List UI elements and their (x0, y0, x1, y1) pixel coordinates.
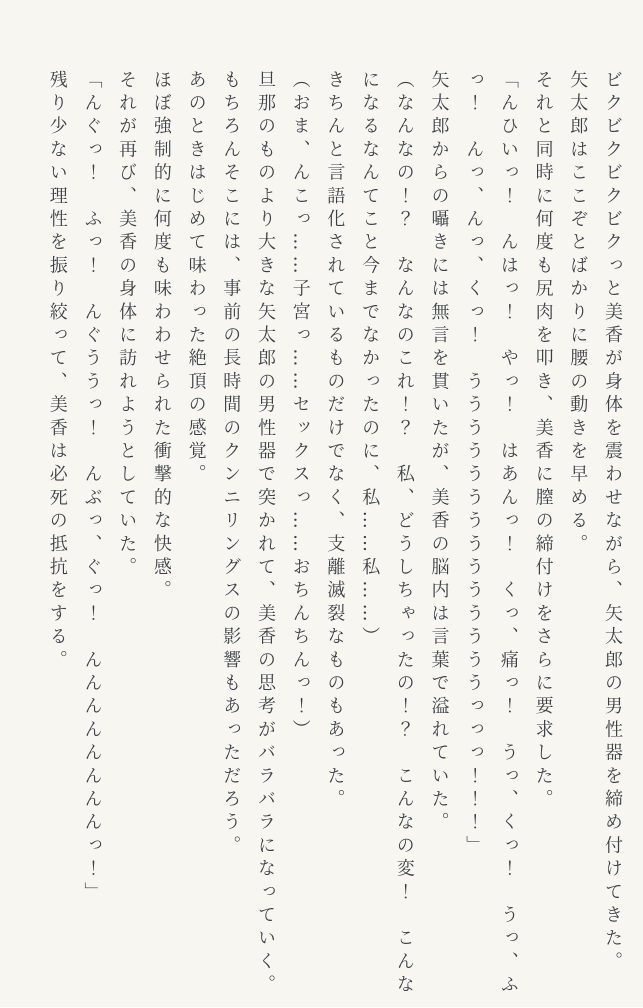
text-column: になるなんてこと今までなかったのに、私……私……） (359, 70, 381, 650)
paragraph (213, 70, 248, 1008)
paragraph (560, 70, 595, 1008)
paragraph (143, 70, 178, 1008)
text-column: 矢太郎からの囁きには無言を貫いたが、美香の脳内は言葉で溢れていた。 (428, 70, 450, 836)
text-column: それが再び、美香の身体に訪れようとしていた。 (116, 70, 138, 581)
paragraph (178, 70, 213, 1008)
paragraph (74, 70, 109, 1008)
paragraph (455, 70, 524, 1008)
text-column: っ！ んっ、んっ、くっ！ ううううううううううううううっっっ！！！」 (463, 70, 485, 859)
text-column: ビクビクビクビクっと美香が身体を震わせながら、矢太郎の男性器を締め付けてきた。 (602, 70, 623, 975)
text-column: あのときはじめて味わった絶頂の感覚。 (185, 70, 207, 488)
text-column: 旦那のものより大きな矢太郎の男性器で突かれて、美香の思考がバラバラになっていく。 (254, 70, 276, 998)
text-column: もちろんそこには、事前の長時間のクンニリングスの影響もあっただろう。 (220, 70, 242, 859)
text-column: 残り少ない理性を振り絞って、美香は必死の抵抗をする。 (46, 70, 68, 674)
text-column: 矢太郎はここぞとばかりに腰の動きを早める。 (567, 70, 589, 558)
paragraph (421, 70, 456, 1008)
text-area (39, 70, 629, 1008)
paragraph (317, 70, 352, 1008)
paragraph (525, 70, 560, 1008)
text-column: 「んひいっ！ んはっ！ やっ！ はあんっ！ くっ、痛っ！ うっ、くっ！ うっ、ふ (497, 70, 519, 998)
text-column: それと同時に何度も尻肉を叩き、美香に膣の締付けをさらに要求した。 (532, 70, 554, 813)
text-column: 「んぐっ！ ふっ！ んぐううっ！ んぶっ、ぐっ！ んんんんんんんんっ！」 (81, 70, 103, 906)
text-column: ほぼ強制的に何度も味わわせられた衝撃的な快感。 (150, 70, 172, 604)
text-column: （おま、んこっ……子宮っ……セックスっ……おちんちんっ！） (289, 70, 311, 743)
paragraph (282, 70, 317, 1008)
paragraph (247, 70, 282, 1008)
paragraph (594, 70, 629, 1008)
paragraph (351, 70, 420, 1008)
text-column: きちんと言語化されているものだけでなく、支離滅裂なものもあった。 (324, 70, 346, 813)
paragraph (108, 70, 143, 1008)
paragraph (39, 70, 74, 1008)
text-column: （なんなの！？ なんなのこれ！？ 私、どうしちゃったの！？ こんなの変！ こんな (393, 70, 415, 998)
